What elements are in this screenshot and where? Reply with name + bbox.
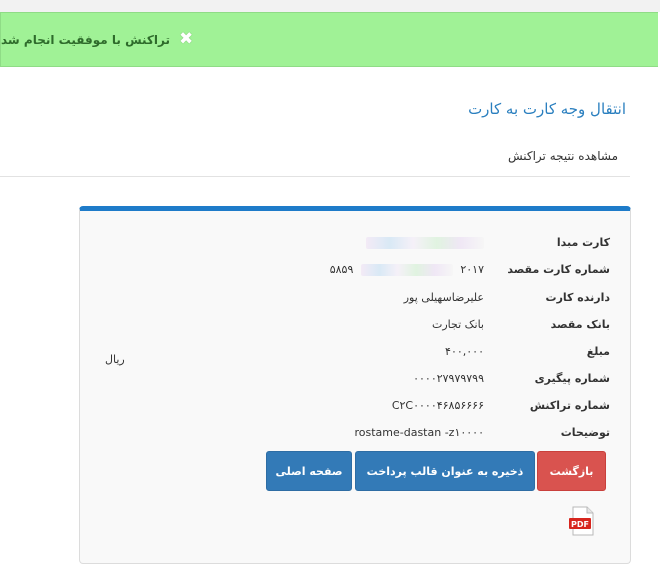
label-transaction: شماره تراکنش [529,399,610,412]
row-tracking [80,372,630,390]
divider [0,176,630,177]
label-description: توضیحات [560,426,610,439]
value-card-holder: علیرضاسهیلی پور [403,291,484,304]
page-title: انتقال وجه کارت به کارت [468,100,626,118]
currency-label: ریال [105,353,125,366]
row-dest-bank [80,318,630,336]
label-amount: مبلغ [586,345,610,358]
pdf-label: PDF [571,520,589,529]
row-transaction [80,399,630,417]
pdf-icon[interactable] [568,506,596,536]
label-source-card: کارت مبدا [556,236,610,249]
label-card-holder: دارنده کارت [545,291,610,304]
dest-card-prefix: ۲۰۱۷ [460,263,484,276]
row-amount [80,345,630,363]
value-description: rostame-dastan -z۱۰۰۰۰ [354,426,484,439]
masked-source-card [366,237,484,249]
value-source-card [284,236,484,249]
value-tracking: ۰۰۰۰۲۷۹۷۹۷۹۹ [413,372,484,385]
label-dest-card: شماره کارت مقصد [507,263,610,276]
close-icon[interactable]: ✖ [179,29,194,49]
row-source-card [80,236,630,254]
success-alert [0,12,658,67]
home-button[interactable]: صفحه اصلی [266,451,352,491]
masked-dest-card [361,264,453,276]
row-dest-card [80,263,630,281]
value-dest-bank: بانک تجارت [432,318,484,331]
label-dest-bank: بانک مقصد [550,318,610,331]
alert-message: تراکنش با موفقیت انجام شد [1,32,170,47]
value-dest-card [284,263,484,276]
row-card-holder [80,291,630,309]
save-template-button[interactable]: ذخیره به عنوان قالب پرداخت [355,451,535,491]
back-button[interactable]: بازگشت [537,451,606,491]
top-spacer [0,0,660,12]
transaction-result-panel [79,206,631,564]
row-description [80,426,630,444]
label-tracking: شماره پیگیری [534,372,610,385]
value-transaction: C۲C۰۰۰۰۴۶۸۵۶۶۶۶ [391,399,484,412]
dest-card-suffix: ۵۸۵۹ [329,263,354,276]
page-subtitle: مشاهده نتیجه تراکنش [507,149,618,163]
value-amount: ۴۰۰,۰۰۰ [445,345,484,358]
